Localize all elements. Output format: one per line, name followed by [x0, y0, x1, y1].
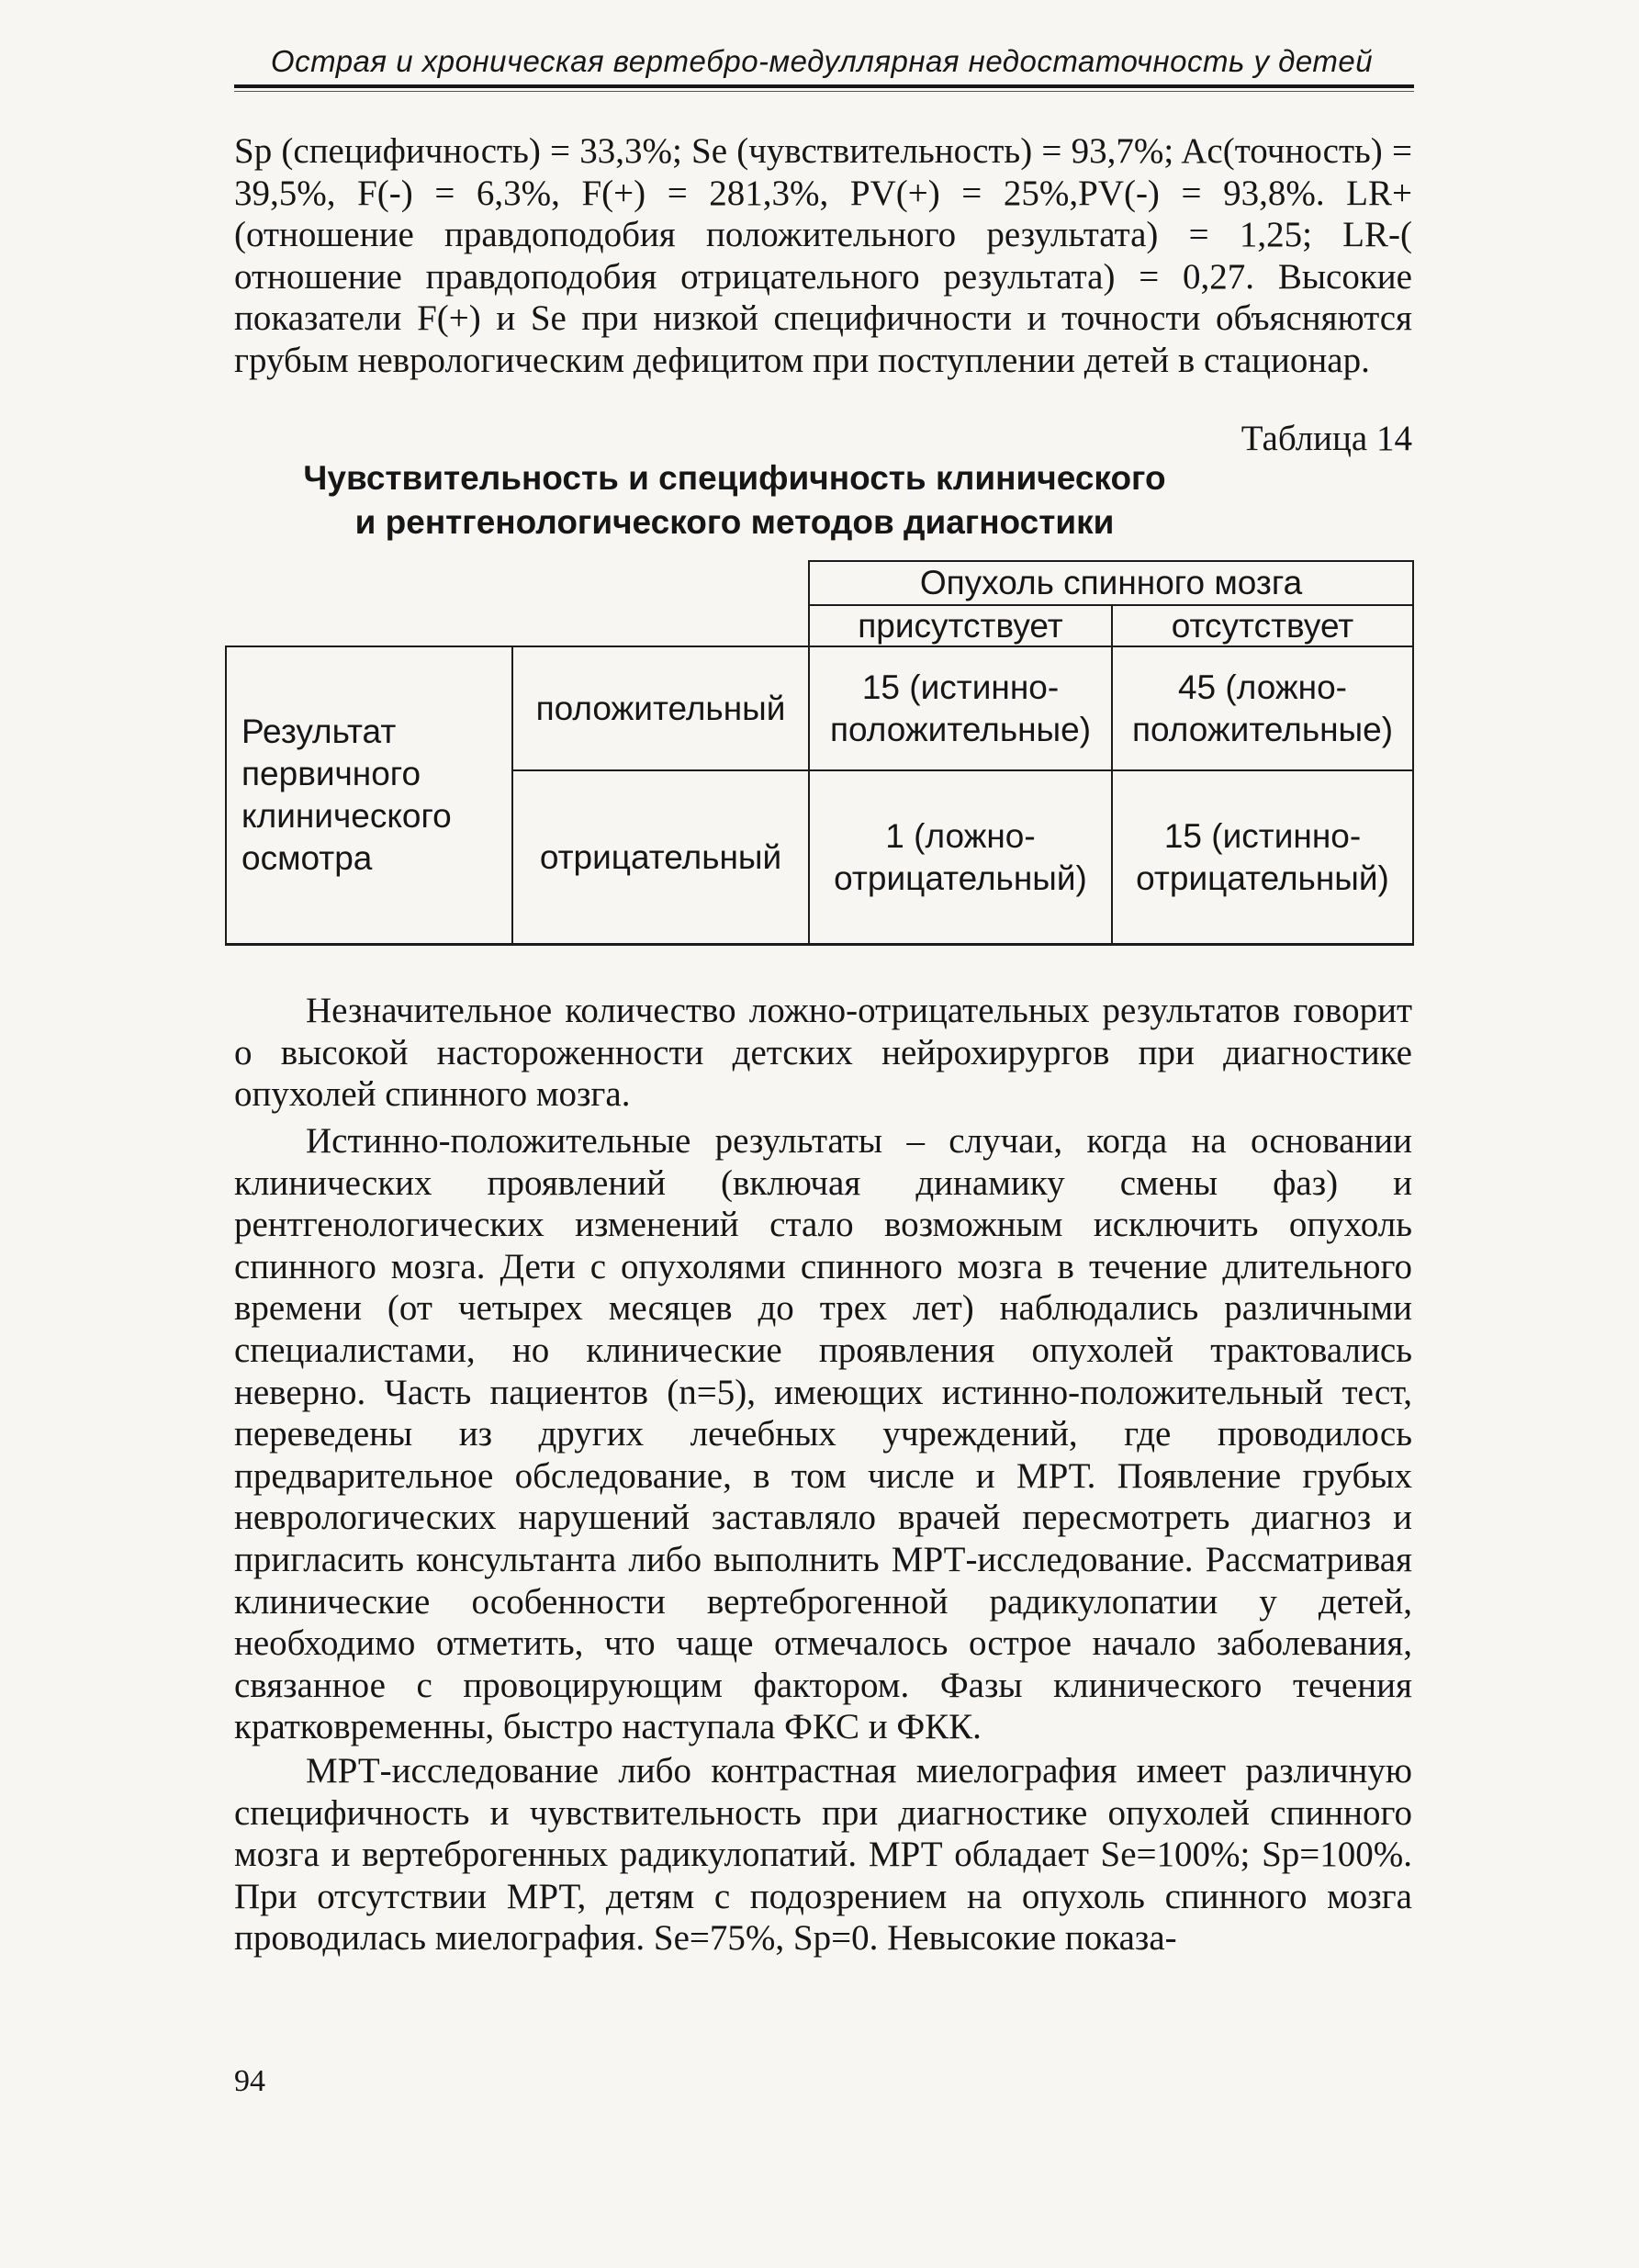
- header-rule: [234, 84, 1414, 88]
- row-label-negative: отрицательный: [539, 837, 782, 876]
- header-rule-thin: [234, 91, 1414, 92]
- row-label-positive: положительный: [535, 689, 786, 727]
- paragraph-3: МРТ-исследование либо контрастная миелография имеет различную специфичность и чувствительность при диагностике опухолей спинного мозга и вертеброгенных радикулопатий. МРТ обладает Se=100%; Sp=100%. При отсутствии МРТ, детям с подозрением на опухоль спинного мозга проводилась миелография. Se=75%, Sp=0. Невысокие показа-: [234, 1751, 1412, 1959]
- col-header-absent: отсутствует: [1171, 606, 1354, 645]
- table-line: [225, 943, 1414, 946]
- cell-false-positive: 45 (ложно-положительные): [1131, 668, 1394, 748]
- paragraph-2: Истинно-положительные результаты – случаи, когда на основании клинических проявлений (включая динамику смены фаз) и рентгенологических изменений стало возможным исключить опухоль спинного мозга. Дети с опухолями спинного мозга в течение длительного времени (от четырех месяцев до трех лет) наблюдались различными специалистами, но клинические проявления опухолей трактовались неверно. Часть пациентов (n=5), имеющих истинно-положительный тест, переведены из других лечебных учреждений, где проводилось предварительное обследование, в том числе и МРТ. Появление грубых неврологических нарушений заставляло врачей пересмотреть диагноз и пригласить консультанта либо выполнить МРТ-исследование. Рассматривая клинические особенности вертеброгенной радикулопатии у детей, необходимо отметить, что чаще отмечалось острое начало заболевания, связанное с провоцирующим фактором. Фазы клинического течения кратковременны, быстро наступала ФКС и ФКК.: [234, 1121, 1412, 1747]
- paragraph-1: Незначительное количество ложно-отрицательных результатов говорит о высокой настороженности детских нейрохирургов при диагностике опухолей спинного мозга.: [234, 991, 1412, 1115]
- table-line: [1412, 560, 1414, 945]
- col-group-header: Опухоль спинного мозга: [919, 564, 1303, 601]
- cell-true-negative: 15 (истинно-отрицательный): [1136, 816, 1389, 897]
- cell-true-positive: 15 (истинно-положительные): [829, 668, 1092, 748]
- table-title: [234, 456, 1235, 545]
- table-label: Таблица 14: [1240, 419, 1412, 458]
- row-group-header: Результат первичного клинического осмотра: [241, 713, 452, 877]
- table-title-line-2: и рентгенологического методов диагностики: [354, 503, 1115, 541]
- top-paragraph: Sp (специфичность) = 33,3%; Se (чувствительность) = 93,7%; Ac(точность) = 39,5%, F(-) = 6,3%, F(+) = 281,3%, PV(+) = 25%,PV(-) = 93,8%. LR+ (отношение правдоподобия положительного результата) = 1,25; LR-( отношение правдоподобия отрицательного результата) = 0,27. Высокие показатели F(+) и Se при низкой специфичности и точности объясняются грубым неврологическим дефицитом при поступлении детей в стационар.: [234, 131, 1412, 380]
- col-header-present: присутствует: [858, 606, 1063, 645]
- page-number: 94: [234, 2064, 265, 2098]
- table-title-line-1: Чувствительность и специфичность клинического: [303, 459, 1166, 497]
- cell-false-negative: 1 (ложно-отрицательный): [834, 816, 1087, 897]
- running-header: Острая и хроническая вертебро-медуллярная недостаточность у детей: [270, 44, 1374, 78]
